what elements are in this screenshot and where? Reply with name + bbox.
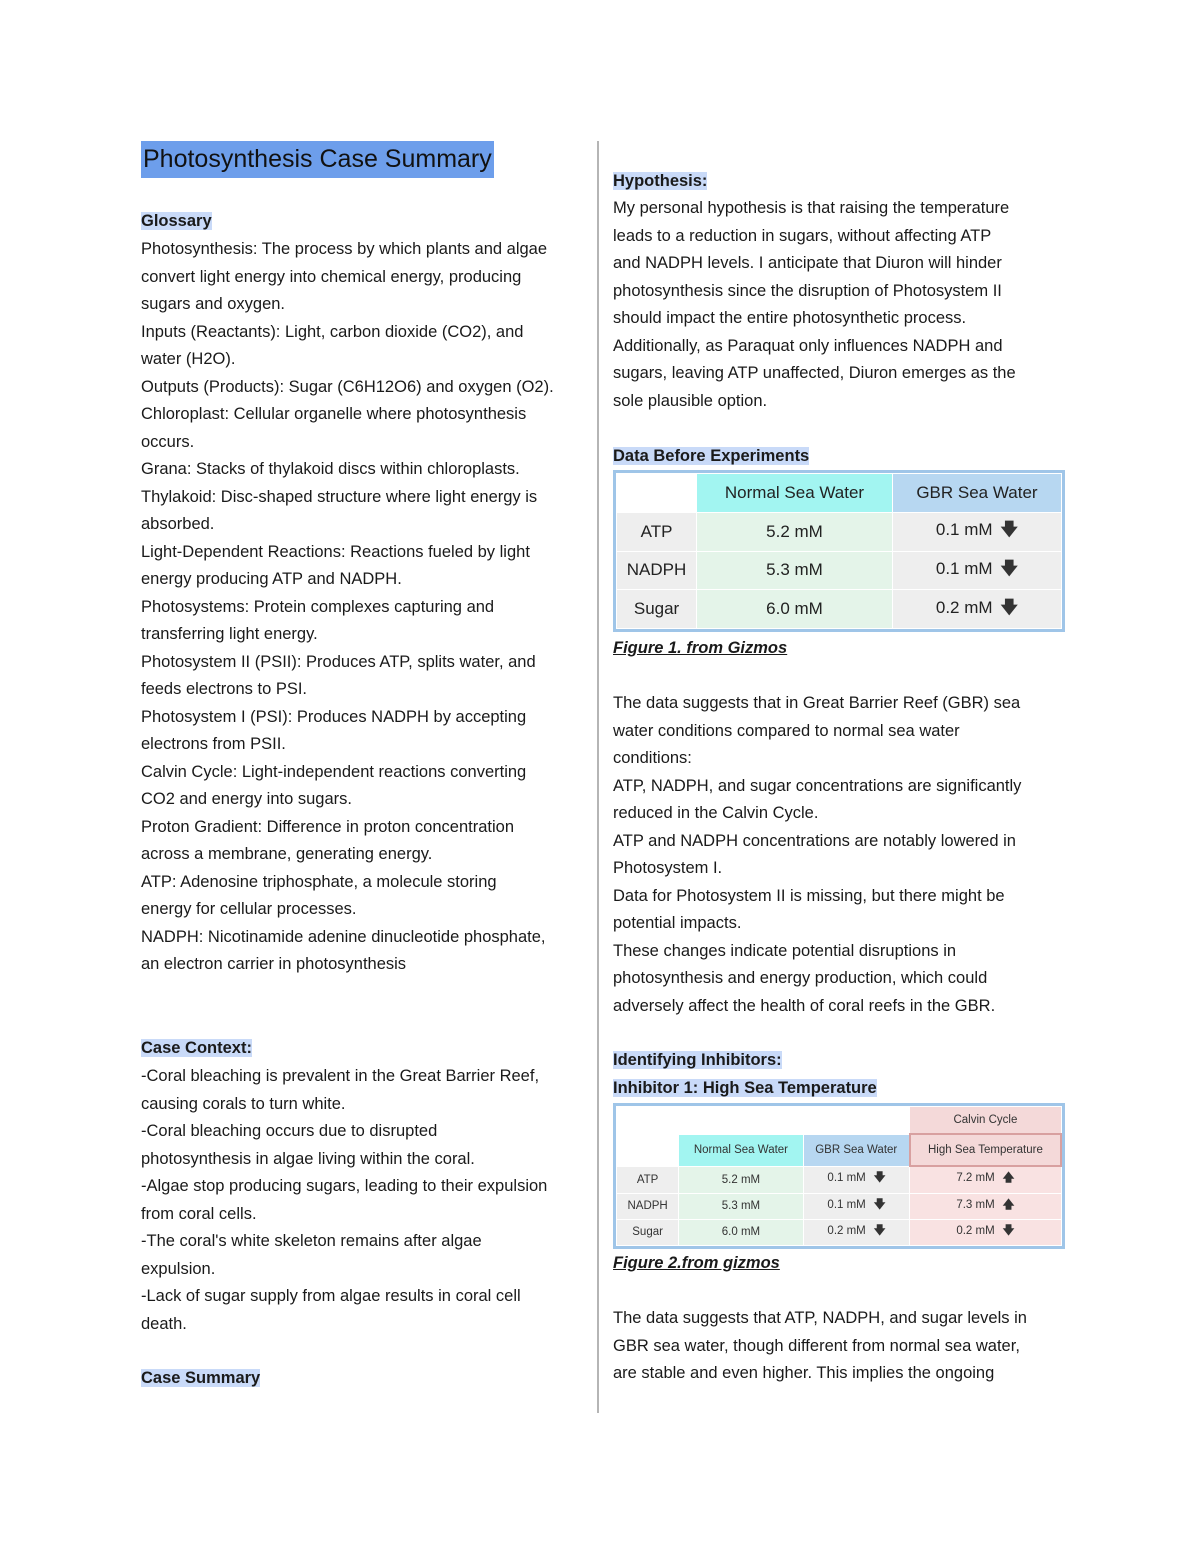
text-line: electrons from PSII. (141, 735, 286, 753)
arrow-down-icon: 🡇 (1000, 558, 1019, 578)
text-line: across a membrane, generating energy. (141, 845, 433, 863)
table-row (617, 1193, 1062, 1219)
text-line: These changes indicate potential disruptions in (613, 941, 957, 960)
figure2-caption: Figure 2.from gizmos (613, 1254, 780, 1272)
text-line: ATP: Adenosine triphosphate, a molecule storing (141, 872, 497, 891)
arrow-down-icon: 🡇 (873, 1224, 886, 1237)
text-line: expulsion. (141, 1259, 216, 1278)
text-line: Photosystem II (PSII): Produces ATP, splits water, and (141, 652, 536, 671)
table-cell: 5.3 mM (697, 551, 893, 590)
table-row (617, 1166, 1062, 1193)
text-line: The data suggests that ATP, NADPH, and sugar levels in (613, 1309, 1027, 1327)
text-line: potential impacts. (613, 914, 742, 932)
table-cell: 5.3 mM (679, 1193, 803, 1219)
text-line: Photosystem I (PSI): Produces NADPH by accepting (141, 707, 527, 726)
text-line: are stable and even higher. This implies the ongoing (613, 1364, 995, 1382)
arrow-down-icon: 🡇 (873, 1198, 886, 1211)
case-context-heading: Case Context: (141, 1039, 252, 1057)
table-cell: 0.1 mM (827, 1198, 866, 1211)
text-line: Calvin Cycle: Light-independent reactions converting (141, 762, 527, 781)
text-line: causing corals to turn white. (141, 1094, 346, 1113)
table-cell: 7.2 mM (956, 1172, 995, 1185)
table-cell: 7.3 mM (956, 1198, 995, 1211)
text-line: an electron carrier in photosynthesis (141, 955, 407, 973)
text-line: reduced in the Calvin Cycle. (613, 804, 819, 822)
table-cell: 0.1 mM (827, 1172, 866, 1185)
table-cell: 0.2 mM (956, 1224, 995, 1237)
identifying-inhibitors-heading: Identifying Inhibitors: (613, 1051, 782, 1069)
text-line: absorbed. (141, 515, 215, 533)
table-row (617, 512, 1062, 551)
inhibitor1-heading: Inhibitor 1: High Sea Temperature (613, 1079, 877, 1097)
table-row (617, 1219, 1062, 1245)
row-label: NADPH (617, 551, 697, 590)
data-before-table (613, 470, 1065, 632)
text-line: occurs. (141, 432, 195, 451)
row-label: Sugar (617, 1219, 679, 1245)
text-line: conditions: (613, 749, 692, 767)
column-header: GBR Sea Water (803, 1134, 910, 1166)
row-label: Sugar (617, 590, 697, 629)
table-cell: 5.2 mM (697, 512, 893, 551)
text-line: -Algae stop producing sugars, leading to their expulsion (141, 1177, 548, 1195)
text-line: My personal hypothesis is that raising the temperature (613, 199, 1010, 217)
glossary-heading: Glossary (141, 212, 212, 230)
row-label: ATP (617, 512, 697, 551)
column-divider (597, 141, 599, 1413)
text-line: Thylakoid: Disc-shaped structure where light energy is (141, 487, 538, 506)
arrow-down-icon: 🡇 (873, 1172, 886, 1185)
text-line: photosynthesis since the disruption of Photosystem II (613, 281, 1002, 300)
arrow-down-icon: 🡇 (1000, 520, 1019, 540)
column-header: Normal Sea Water (697, 474, 893, 513)
text-line: Data for Photosystem II is missing, but there might be (613, 886, 1005, 905)
table-cell: 0.1 mM (935, 558, 993, 578)
data-before-heading: Data Before Experiments (613, 447, 810, 465)
arrow-up-icon: 🡅 (1002, 1198, 1015, 1211)
text-line: Proton Gradient: Difference in proton concentration (141, 817, 514, 836)
text-line: Inputs (Reactants): Light, carbon dioxide (CO2), and (141, 322, 524, 341)
text-line: energy producing ATP and NADPH. (141, 570, 402, 588)
text-line: -Lack of sugar supply from algae results in coral cell (141, 1287, 521, 1305)
arrow-up-icon: 🡅 (1002, 1172, 1015, 1185)
text-line: NADPH: Nicotinamide adenine dinucleotide phosphate, (141, 927, 546, 946)
table-row (617, 551, 1062, 590)
text-line: convert light energy into chemical energy, producing (141, 267, 522, 286)
row-label: NADPH (617, 1193, 679, 1219)
arrow-down-icon: 🡇 (1000, 597, 1019, 617)
table-cell: 6.0 mM (679, 1219, 803, 1245)
page-title: Photosynthesis Case Summary (141, 141, 494, 178)
text-line: water conditions compared to normal sea water (613, 721, 960, 740)
text-line: leads to a reduction in sugars, without affecting ATP (613, 226, 992, 245)
text-line: feeds electrons to PSI. (141, 680, 308, 698)
text-line: ATP, NADPH, and sugar concentrations are significantly (613, 776, 1022, 795)
text-line: and NADPH levels. I anticipate that Diuron will hinder (613, 254, 1002, 272)
text-line: -Coral bleaching occurs due to disrupted (141, 1122, 438, 1140)
text-line: transferring light energy. (141, 625, 318, 643)
table-cell: 0.2 mM (827, 1224, 866, 1237)
table-cell: 0.1 mM (935, 520, 993, 540)
column-header: High Sea Temperature (910, 1134, 1061, 1166)
hypothesis-heading: Hypothesis: (613, 172, 708, 190)
text-line: Chloroplast: Cellular organelle where photosynthesis (141, 405, 527, 423)
text-line: Photosynthesis: The process by which plants and algae (141, 240, 548, 258)
text-line: Light-Dependent Reactions: Reactions fueled by light (141, 542, 530, 561)
text-line: sugars and oxygen. (141, 295, 286, 313)
text-line: Photosystems: Protein complexes capturing and (141, 597, 495, 616)
text-line: Additionally, as Paraquat only influences NADPH and (613, 336, 1003, 355)
text-line: death. (141, 1314, 187, 1333)
text-line: -Coral bleaching is prevalent in the Great Barrier Reef, (141, 1067, 540, 1085)
table-cell: 6.0 mM (697, 590, 893, 629)
arrow-down-icon: 🡇 (1002, 1224, 1015, 1237)
column-header: GBR Sea Water (892, 474, 1061, 513)
text-line: CO2 and energy into sugars. (141, 790, 352, 808)
text-line: Grana: Stacks of thylakoid discs within chloroplasts. (141, 460, 520, 478)
case-summary-heading: Case Summary (141, 1369, 261, 1387)
text-line: sole plausible option. (613, 391, 768, 410)
text-line: sugars, leaving ATP unaffected, Diuron emerges as the (613, 364, 1016, 382)
text-line: Photosystem I. (613, 859, 723, 877)
table-row (617, 590, 1062, 629)
text-line: energy for cellular processes. (141, 900, 357, 918)
high-temperature-table (613, 1103, 1065, 1249)
text-line: from coral cells. (141, 1204, 257, 1223)
figure1-caption: Figure 1. from Gizmos (613, 639, 788, 657)
text-line: adversely affect the health of coral reefs in the GBR. (613, 996, 996, 1015)
text-line: ATP and NADPH concentrations are notably lowered in (613, 831, 1016, 850)
column-header: Normal Sea Water (679, 1134, 803, 1166)
row-label: ATP (617, 1166, 679, 1193)
text-line: Outputs (Products): Sugar (C6H12O6) and oxygen (O2). (141, 377, 554, 396)
text-line: GBR sea water, though different from normal sea water, (613, 1336, 1020, 1355)
text-line: should impact the entire photosynthetic process. (613, 309, 967, 327)
text-line: water (H2O). (141, 350, 236, 368)
text-line: -The coral's white skeleton remains after algae (141, 1232, 482, 1250)
text-line: The data suggests that in Great Barrier Reef (GBR) sea (613, 694, 1021, 712)
text-line: photosynthesis in algae living within the coral. (141, 1149, 475, 1168)
text-line: photosynthesis and energy production, which could (613, 969, 988, 987)
table-cell: 5.2 mM (679, 1166, 803, 1193)
table-cell: 0.2 mM (935, 597, 993, 617)
calvin-cycle-header: Calvin Cycle (910, 1107, 1061, 1135)
